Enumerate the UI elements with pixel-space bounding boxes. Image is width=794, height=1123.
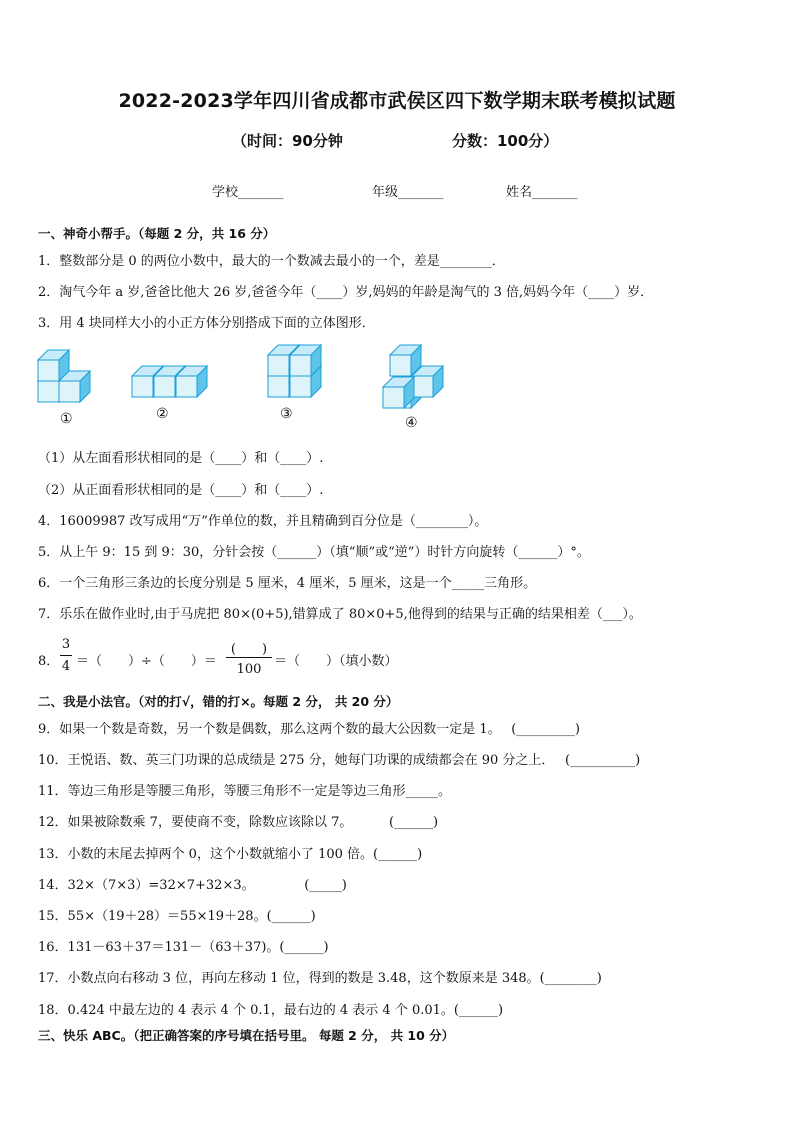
- fraction-1-bar: [60, 655, 72, 656]
- figure-2-cubes: [132, 366, 207, 397]
- question-13: 13．小数的末尾去掉两个 0，这个小数就缩小了 100 倍。(______): [38, 847, 423, 862]
- question-8-tail: ＝（ ）（填小数）: [274, 654, 398, 669]
- page-title: 2022-2023学年四川省成都市武侯区四下数学期末联考模拟试题: [118, 90, 676, 112]
- question-3-part-2: （2）从正面看形状相同的是（____）和（____）.: [38, 483, 324, 498]
- figure-1-cubes: [38, 350, 90, 402]
- cube-front-face: [412, 376, 433, 397]
- question-12: 12．如果被除数乘 7，要使商不变，除数应该除以 7。 (______): [38, 815, 439, 830]
- question-8-number: 8．: [38, 654, 60, 669]
- question-14: 14．32×（7×3）=32×7+32×3。 (_____): [38, 878, 347, 893]
- fraction-2-denominator: 100: [236, 662, 262, 677]
- figure-4-cubes: [383, 345, 443, 408]
- cube-front-face: [38, 360, 59, 381]
- cube-front-face: [383, 387, 404, 408]
- cube-front-face: [176, 376, 197, 397]
- question-18: 18．0.424 中最左边的 4 表示 4 个 0.1，最右边的 4 表示 4 个 0.01。(______): [38, 1003, 504, 1018]
- figure-2-label: ②: [156, 406, 169, 422]
- cube-front-face: [38, 381, 59, 402]
- figure-3-label: ③: [280, 406, 293, 422]
- section-3-heading: 三、快乐 ABC。（把正确答案的序号填在括号里。 每题 2 分， 共 10 分）: [38, 1028, 455, 1043]
- exam-score: 分数：100分）: [452, 132, 559, 150]
- question-8-middle: ＝（ ）÷（ ）＝: [76, 654, 217, 669]
- question-10: 10．王悦语、数、英三门功课的总成绩是 275 分，她每门功课的成绩都会在 90 分之上． (__________): [38, 753, 641, 768]
- question-15: 15．55×（19＋28）＝55×19＋28。(______): [38, 909, 316, 924]
- cube-front-face: [59, 381, 80, 402]
- figure-4-label: ④: [405, 415, 418, 431]
- cube-front-face: [268, 376, 289, 397]
- question-2: 2．淘气今年 a 岁,爸爸比他大 26 岁,爸爸今年（____）岁,妈妈的年龄是淘气的 3 倍,妈妈今年（____）岁．: [38, 285, 654, 300]
- section-1-heading: 一、神奇小帮手。（每题 2 分，共 16 分）: [38, 226, 276, 241]
- fraction-2-bar: [226, 657, 272, 658]
- question-9: 9．如果一个数是奇数，另一个数是偶数，那么这两个数的最大公因数一定是 1。 (_________): [38, 722, 580, 737]
- figure-3-cubes: [268, 345, 321, 397]
- fraction-2-numerator: ( ): [230, 642, 268, 657]
- question-16: 16．131－63＋37＝131－（63＋37)。(______): [38, 940, 329, 955]
- fraction-1-numerator: 3: [61, 637, 71, 652]
- question-3-part-1: （1）从左面看形状相同的是（____）和（____）.: [38, 451, 324, 466]
- cube-front-face: [154, 376, 175, 397]
- question-3: 3．用 4 块同样大小的小正方体分别搭成下面的立体图形．: [38, 316, 375, 331]
- cube-front-face: [390, 355, 411, 376]
- question-4: 4．16009987 改写成用“万”作单位的数，并且精确到百分位是（________）。: [38, 514, 488, 529]
- question-11: 11．等边三角形是等腰三角形，等腰三角形不一定是等边三角形_____。: [38, 784, 452, 799]
- name-field[interactable]: 姓名_______: [506, 185, 578, 200]
- section-2-heading: 二、我是小法官。（对的打√，错的打×。每题 2 分， 共 20 分）: [38, 694, 399, 709]
- cube-front-face: [290, 355, 311, 376]
- fraction-1-denominator: 4: [61, 659, 71, 674]
- exam-time: （时间：90分钟: [232, 132, 343, 150]
- grade-field[interactable]: 年级_______: [372, 185, 444, 200]
- figure-1-label: ①: [60, 411, 73, 427]
- question-7: 7．乐乐在做作业时,由于马虎把 80×(0+5),错算成了 80×0+5,他得到的结果与正确的结果相差（___）。: [38, 607, 642, 622]
- cube-front-face: [290, 376, 311, 397]
- cube-front-face: [268, 355, 289, 376]
- question-17: 17．小数点向右移动 3 位，再向左移动 1 位，得到的数是 3.48，这个数原来是 348。(________): [38, 971, 602, 986]
- school-field[interactable]: 学校_______: [212, 185, 284, 200]
- question-5: 5．从上午 9：15 到 9：30，分针会按（______）（填“顺”或“逆”）时针方向旋转（______）°。: [38, 545, 590, 560]
- question-1: 1．整数部分是 0 的两位小数中，最大的一个数减去最小的一个，差是________．: [38, 254, 505, 269]
- cube-front-face: [132, 376, 153, 397]
- question-6: 6．一个三角形三条边的长度分别是 5 厘米，4 厘米，5 厘米，这是一个_____三角形。: [38, 576, 537, 591]
